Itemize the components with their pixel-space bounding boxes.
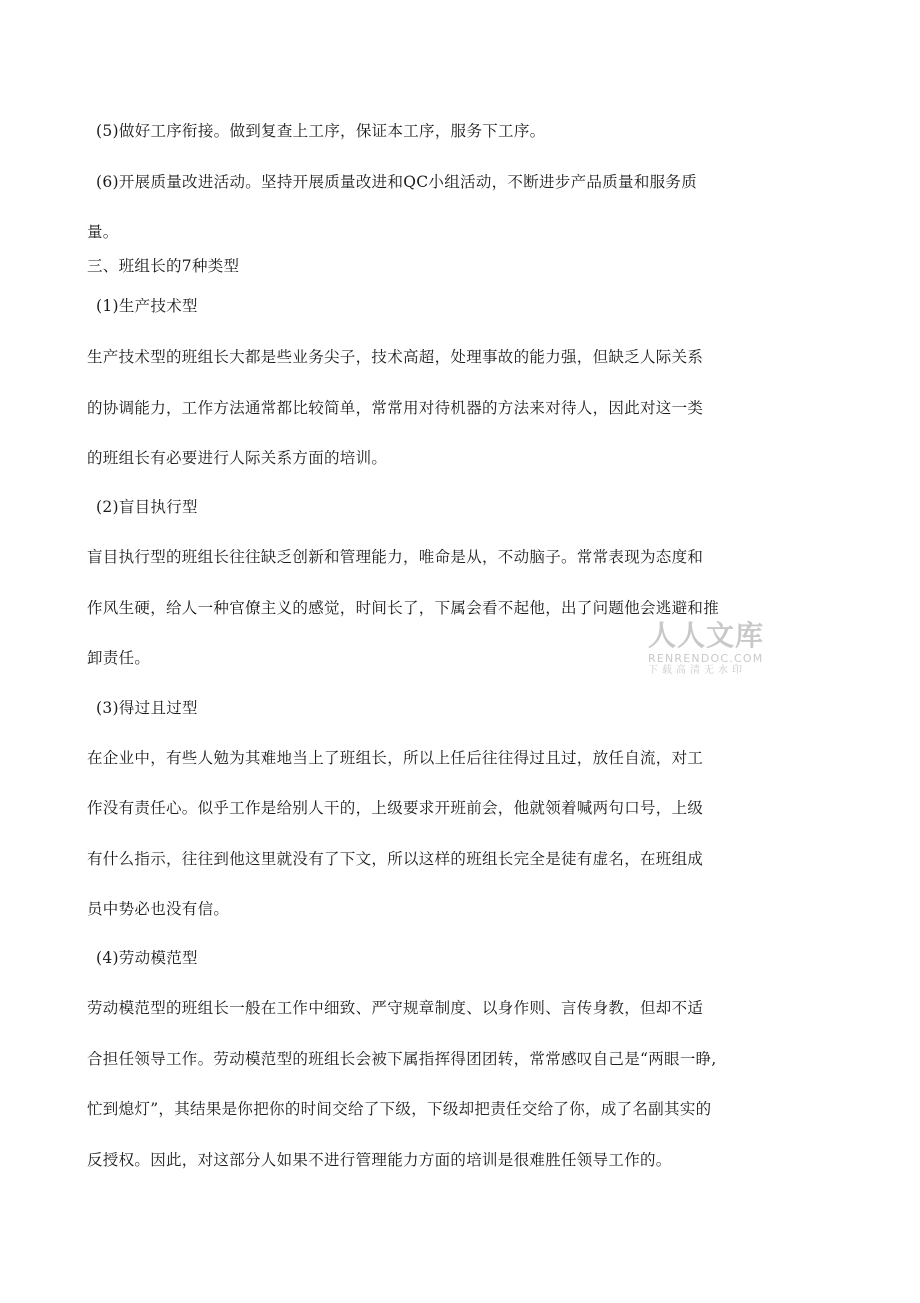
paragraph-line: 卸责任。 xyxy=(87,649,151,667)
subheading-1: (1)生产技术型 xyxy=(96,297,198,315)
subheading-2: (2)盲目执行型 xyxy=(96,498,198,516)
paragraph-line: 作没有责任心。似乎工作是给别人干的，上级要求开班前会，他就领着喊两句口号，上级 xyxy=(87,799,704,817)
watermark-site: RENRENDOC.COM xyxy=(648,652,764,665)
section-heading: 三、班组长的7种类型 xyxy=(87,257,240,275)
paragraph-line: 合担任领导工作。劳动模范型的班组长会被下属指挥得团团转，常常感叹自己是“两眼一睁, xyxy=(87,1050,717,1068)
item-6-line: (6)开展质量改进活动。坚持开展质量改进和QC小组活动，不断进步产品质量和服务质 xyxy=(96,173,698,191)
watermark-logo xyxy=(648,620,778,677)
paragraph-line: 的班组长有必要进行人际关系方面的培训。 xyxy=(87,449,388,467)
item-6-continuation: 量。 xyxy=(87,223,119,241)
subheading-3: (3)得过且过型 xyxy=(96,699,198,717)
watermark-title: 人人文库 xyxy=(648,619,765,652)
paragraph-line: 劳动模范型的班组长一般在工作中细致、严守规章制度、以身作则、言传身教，但却不适 xyxy=(87,999,704,1017)
paragraph-line: 忙到熄灯”，其结果是你把你的时间交给了下级，下级却把责任交给了你，成了名副其实的 xyxy=(87,1100,712,1118)
paragraph-line: 作风生硬，给人一种官僚主义的感觉，时间长了，下属会看不起他，出了问题他会逃避和推 xyxy=(87,599,720,617)
paragraph-line: 反授权。因此，对这部分人如果不进行管理能力方面的培训是很难胜任领导工作的。 xyxy=(87,1151,672,1169)
subheading-4: (4)劳动模范型 xyxy=(96,949,198,967)
paragraph-line: 有什么指示，往往到他这里就没有了下文，所以这样的班组长完全是徒有虚名，在班组成 xyxy=(87,850,704,868)
paragraph-line: 的协调能力，工作方法通常都比较简单，常常用对待机器的方法来对待人，因此对这一类 xyxy=(87,399,704,417)
paragraph-line: 在企业中，有些人勉为其难地当上了班组长，所以上任后往往得过且过，放任自流，对工 xyxy=(87,749,704,767)
paragraph-line: 员中势必也没有信。 xyxy=(87,900,230,918)
watermark-subtitle: 下载高清无水印 xyxy=(648,665,746,676)
paragraph-line: 生产技术型的班组长大都是些业务尖子，技术高超，处理事故的能力强，但缺乏人际关系 xyxy=(87,348,704,366)
paragraph-line: 盲目执行型的班组长往往缺乏创新和管理能力，唯命是从，不动脑子。常常表现为态度和 xyxy=(87,548,704,566)
item-5-line: (5)做好工序衔接。做到复查上工序，保证本工序，服务下工序。 xyxy=(96,122,546,140)
